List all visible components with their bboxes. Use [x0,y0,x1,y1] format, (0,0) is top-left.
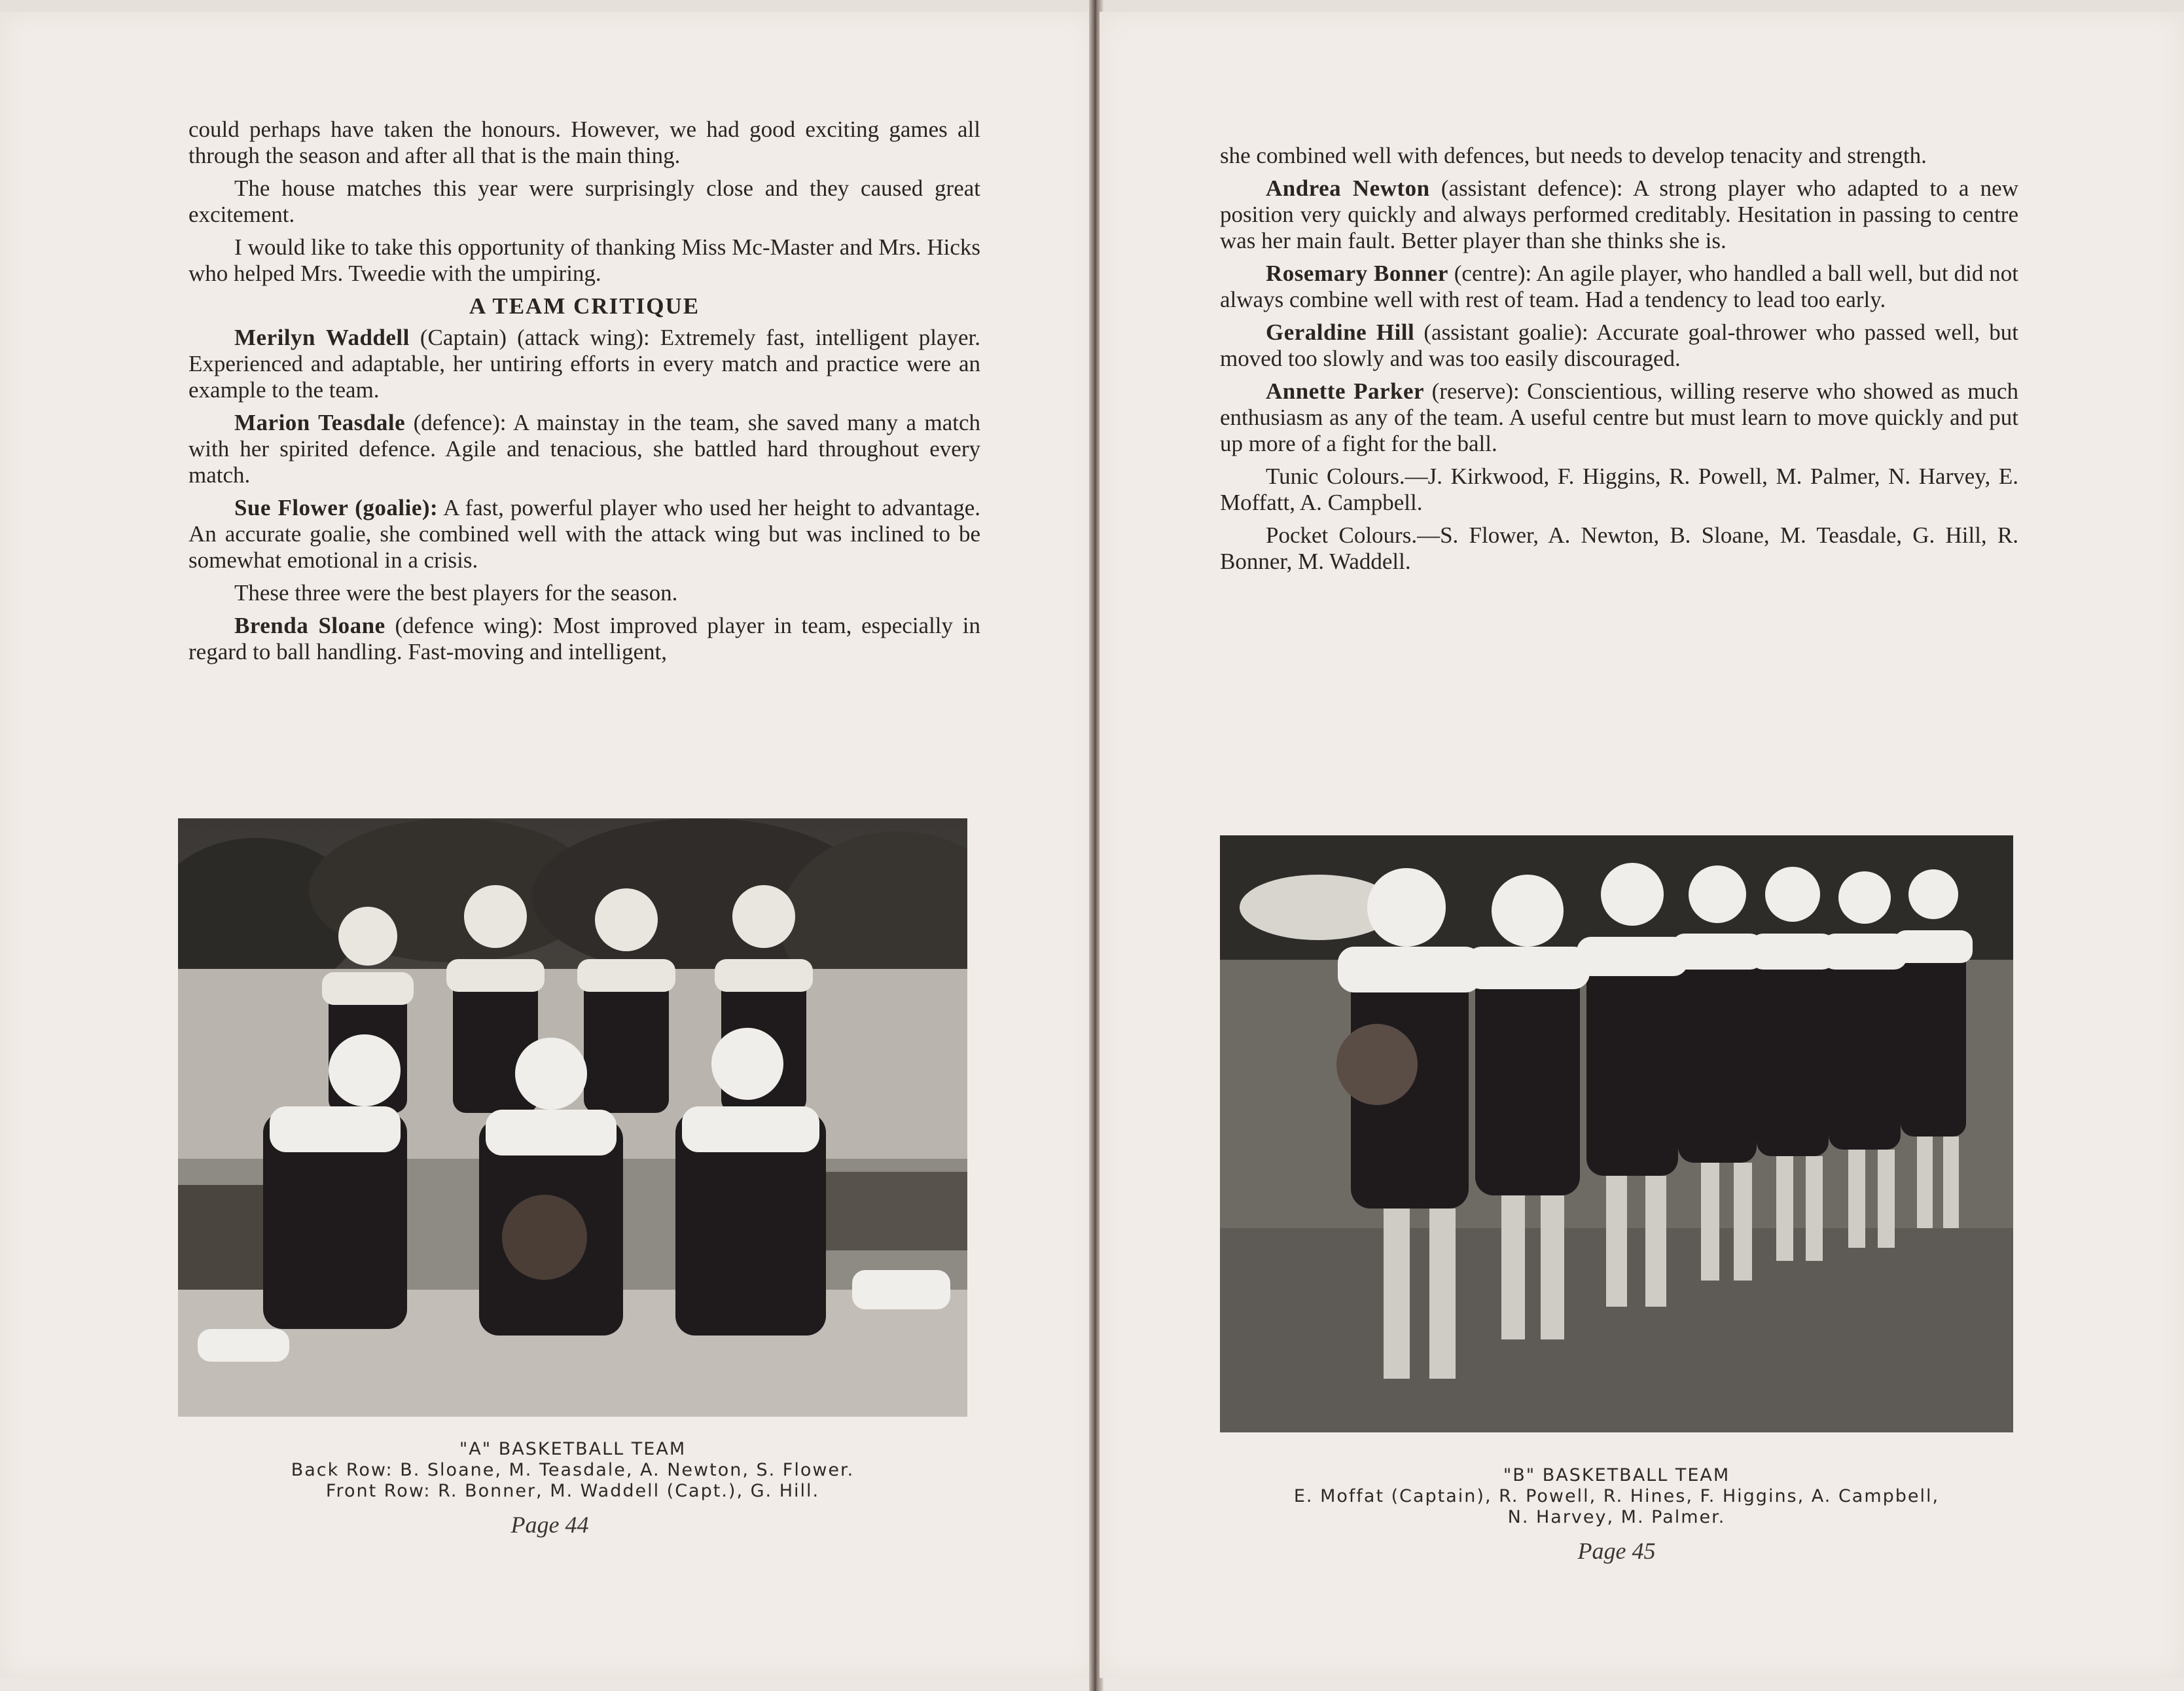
critique-text: (centre): An agile player, who handled a ball well, but did not always combine well with rest of team. Had a tendency to lead too early. [1220,261,2018,312]
critique-text: (reserve): Conscientious, willing reserve who showed as much enthusiasm as any of the team. A useful centre but must learn to move quickly and put up more of a fight for the ball. [1220,378,2018,456]
left-text [188,117,980,672]
paragraph: could perhaps have taken the honours. However, we had good exciting games all through the season and after all that is the main thing. [188,117,980,168]
caption-line-2: N. Harvey, M. Palmer. [1507,1507,1726,1527]
player-name: Brenda Sloane [234,613,385,638]
critique-text: A fast, powerful player who used her height to advantage. An accurate goalie, she combined well with the attack wing but was inclined to be somewhat emotional in a crisis. [188,495,980,573]
left-page [0,12,1094,1678]
caption-back-row: Back Row: B. Sloane, M. Teasdale, A. Newton, S. Flower. [291,1460,855,1480]
best-players-note: These three were the best players for the season. [234,580,678,606]
paragraph: The house matches this year were surprisingly close and they caused great excitement. [188,175,980,227]
critique-text: (defence wing): Most improved player in team, especially in regard to ball handling. Fast-moving and intelligent, [188,613,981,664]
b-team-photo [1220,835,2013,1432]
player-name: Andrea Newton [1266,175,1430,201]
critique-text: (assistant goalie): Accurate goal-thrower who passed well, but moved too slowly and was too easily discouraged. [1220,319,2018,371]
player-name: Geraldine Hill [1266,319,1415,345]
critique-flower [188,495,980,573]
critique-text: (Captain) (attack wing): Extremely fast, intelligent player. Experienced and adaptable, her untiring efforts in every match and practice were an example to the team. [188,325,980,403]
player-name: Annette Parker [1266,378,1425,404]
b-team-photo-image [1220,835,2013,1432]
b-team-caption [1220,1465,2013,1528]
right-text [1220,143,2018,581]
section-heading: A TEAM CRITIQUE [469,293,700,319]
critique-teasdale [188,410,980,488]
player-name: Rosemary Bonner [1266,261,1448,286]
a-team-photo [178,818,967,1417]
a-team-photo-image [178,818,967,1417]
caption-title: "B" BASKETBALL TEAM [1503,1465,1730,1485]
player-name: Merilyn Waddell [234,325,410,350]
pocket-colours: Pocket Colours.—S. Flower, A. Newton, B. Sloane, M. Teasdale, G. Hill, R. Bonner, M. Waddell. [1220,522,2018,574]
paragraph: I would like to take this opportunity of thanking Miss Mc-Master and Mrs. Hicks who helped Mrs. Tweedie with the umpiring. [188,234,980,286]
right-page [1100,12,2184,1678]
caption-front-row: Front Row: R. Bonner, M. Waddell (Capt.), G. Hill. [325,1481,820,1501]
paragraph: she combined well with defences, but needs to develop tenacity and strength. [1220,143,1927,168]
critique-hill [1220,319,2018,372]
critique-waddell [188,325,980,403]
caption-line-1: E. Moffat (Captain), R. Powell, R. Hines, F. Higgins, A. Campbell, [1293,1486,1940,1506]
critique-parker [1220,378,2018,457]
critique-bonner [1220,261,2018,313]
critique-text: (assistant defence): A strong player who adapted to a new position very quickly and always performed creditably. Hesitation in passing to centre was her main fault. Better player than she thinks she is. [1220,175,2018,253]
player-name: Marion Teasdale [234,410,406,435]
critique-sloane [188,613,980,665]
page-number-left: Page 44 [510,1512,589,1538]
critique-newton [1220,175,2018,254]
page-number-right: Page 45 [1577,1538,1656,1564]
caption-title: "A" BASKETBALL TEAM [459,1439,687,1459]
critique-text: (defence): A mainstay in the team, she saved many a match with her spirited defence. Agile and tenacious, she battled hard throughout every match. [188,410,981,488]
player-name: Sue Flower (goalie): [234,495,439,520]
a-team-caption [209,1439,936,1502]
tunic-colours: Tunic Colours.—J. Kirkwood, F. Higgins, R. Powell, M. Palmer, N. Harvey, E. Moffatt, A. Campbell. [1220,464,2018,515]
